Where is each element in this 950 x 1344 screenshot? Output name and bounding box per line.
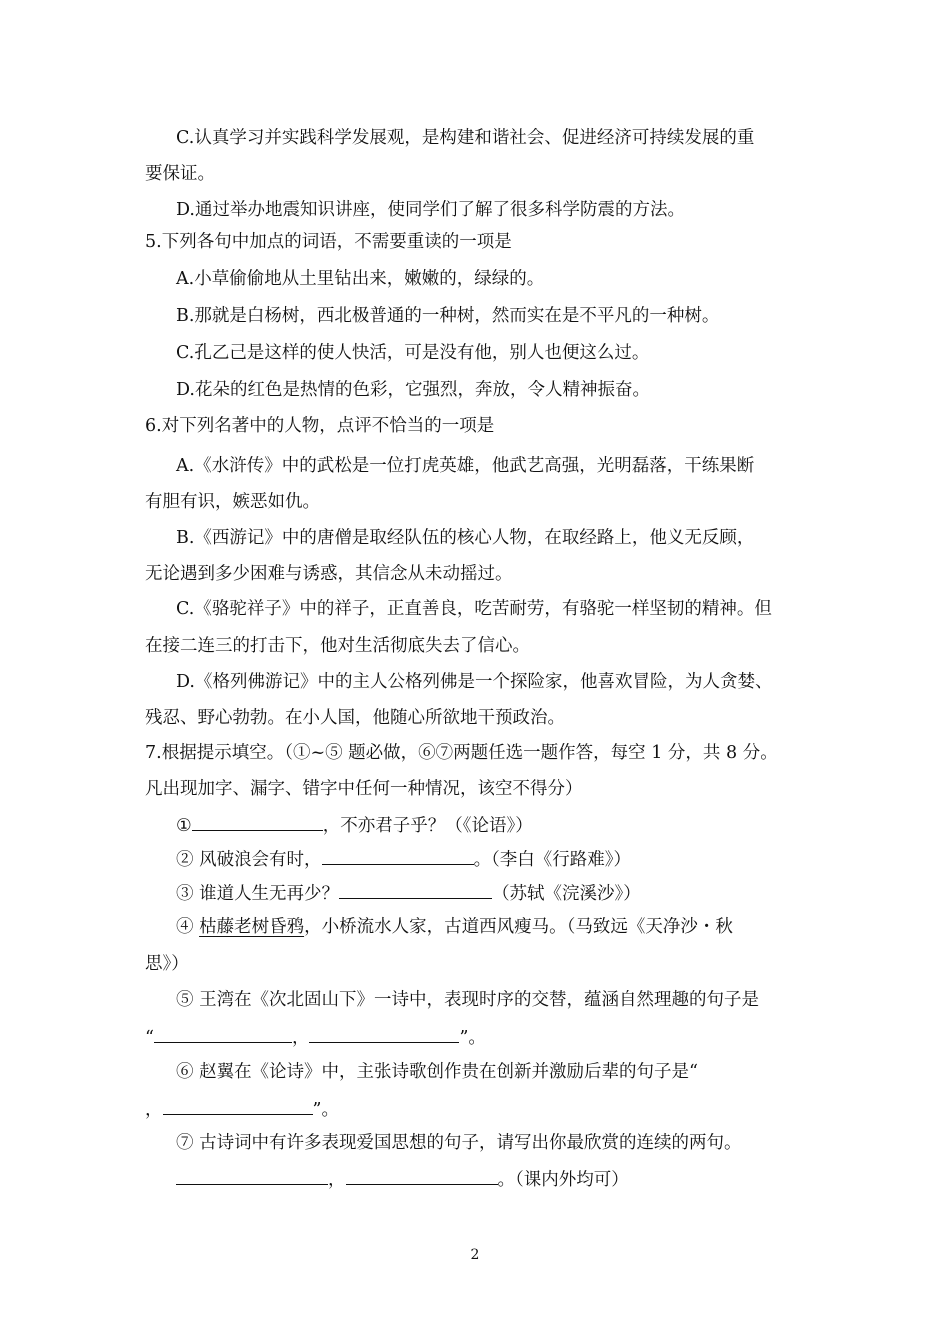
q7-item-5-close: ”。: [459, 1028, 486, 1048]
q6-stem: 6.对下列名著中的人物，点评不恰当的一项是: [145, 416, 495, 436]
q4-option-c-line1: C.认真学习并实践科学发展观，是构建和谐社会、促进经济可持续发展的重: [176, 128, 755, 148]
q7-item-5-line2: [145, 1024, 486, 1050]
q7-item-4-underlined: 枯藤老树昏鸦: [199, 917, 305, 937]
q7-item-1-blank[interactable]: [192, 812, 323, 831]
page-number: 2: [470, 1247, 480, 1263]
q6-option-a-line2: 有胆有识，嫉恶如仇。: [145, 492, 320, 512]
q7-item-6-close: ”。: [312, 1100, 339, 1120]
q7-item-6-line2: [145, 1096, 339, 1122]
q7-item-5-line1: ⑤ 王湾在《次北固山下》一诗中，表现时序的交替，蕴涵自然理趣的句子是: [176, 990, 760, 1010]
q6-option-b-line2: 无论遇到多少困难与诱惑，其信念从未动摇过。: [145, 564, 513, 584]
q4-option-d: D.通过举办地震知识讲座，使同学们了解了很多科学防震的方法。: [176, 200, 685, 220]
q7-item-6-line1: ⑥ 赵翼在《论诗》中，主张诗歌创作贵在创新并激励后辈的句子是“: [176, 1062, 699, 1082]
q7-item-3: [176, 880, 641, 906]
q5-option-c: C.孔乙己是这样的使人快活，可是没有他，别人也便这么过。: [176, 343, 650, 363]
q7-item-2-blank[interactable]: [322, 846, 474, 865]
q5-stem: 5.下列各句中加点的词语，不需要重读的一项是: [145, 232, 512, 252]
q7-item-5-blank-1[interactable]: [154, 1024, 292, 1043]
q6-option-d-line1: D.《格列佛游记》中的主人公格列佛是一个探险家，他喜欢冒险，为人贪婪、: [176, 672, 773, 692]
q7-stem-line1: 7.根据提示填空。（①~⑤ 题必做，⑥⑦两题任选一题作答，每空 1 分，共 8 分。: [145, 743, 778, 763]
q7-item-5-open-quote: “: [145, 1028, 154, 1048]
q6-option-c-line1: C.《骆驼祥子》中的祥子，正直善良，吃苦耐劳，有骆驼一样坚韧的精神。但: [176, 599, 772, 619]
q4-option-c-line2: 要保证。: [145, 164, 215, 184]
q5-option-d: D.花朵的红色是热情的色彩，它强烈，奔放，令人精神振奋。: [176, 380, 650, 400]
q7-item-6-blank[interactable]: [163, 1096, 313, 1115]
q7-item-1-text: ，不亦君子乎？（《论语》）: [322, 816, 533, 836]
q7-item-3-text: ③ 谁道人生无再少？: [176, 884, 340, 904]
q7-item-2-text: ② 风破浪会有时，: [176, 850, 322, 870]
q7-item-2-source: 。（李白《行路难》）: [473, 850, 632, 870]
q6-option-a-line1: A.《水浒传》中的武松是一位打虎英雄，他武艺高强，光明磊落，干练果断: [176, 456, 755, 476]
q7-item-1: [176, 812, 533, 838]
q7-item-2: [176, 846, 631, 872]
q7-item-7-comma: ，: [328, 1170, 346, 1190]
q7-item-7-blank-1[interactable]: [176, 1166, 328, 1185]
q7-item-7-close: 。（课内外均可）: [497, 1170, 629, 1190]
q7-item-7-line2: [176, 1166, 629, 1192]
q7-item-5-blank-2[interactable]: [309, 1024, 459, 1043]
q7-item-6-comma: ，: [145, 1100, 163, 1120]
q7-item-4-text: ，小桥流水人家，古道西风瘦马。（马致远《天净沙・秋: [304, 917, 733, 937]
q7-item-4-marker: ④: [176, 917, 200, 937]
q7-item-3-source: （苏轼《浣溪沙》）: [492, 884, 641, 904]
q6-option-b-line1: B.《西游记》中的唐僧是取经队伍的核心人物，在取经路上，他义无反顾，: [176, 528, 755, 548]
q7-item-4: [176, 915, 733, 939]
q7-stem-line2: 凡出现加字、漏字、错字中任何一种情况，该空不得分）: [145, 779, 583, 799]
q7-item-7-blank-2[interactable]: [346, 1166, 498, 1185]
q7-item-3-blank[interactable]: [339, 880, 492, 899]
q6-option-c-line2: 在接二连三的打击下，他对生活彻底失去了信心。: [145, 636, 530, 656]
q6-option-d-line2: 残忍、野心勃勃。在小人国，他随心所欲地干预政治。: [145, 708, 565, 728]
q7-item-7-line1: ⑦ 古诗词中有许多表现爱国思想的句子，请写出你最欣赏的连续的两句。: [176, 1133, 742, 1153]
q7-item-5-comma: ，: [291, 1028, 310, 1048]
q5-option-b: B.那就是白杨树，西北极普通的一种树，然而实在是不平凡的一种树。: [176, 306, 720, 326]
q7-item-4-line2: 思》）: [145, 954, 189, 974]
q7-item-1-marker: ①: [176, 816, 192, 836]
q5-option-a: A.小草偷偷地从土里钻出来，嫩嫩的，绿绿的。: [176, 269, 545, 289]
